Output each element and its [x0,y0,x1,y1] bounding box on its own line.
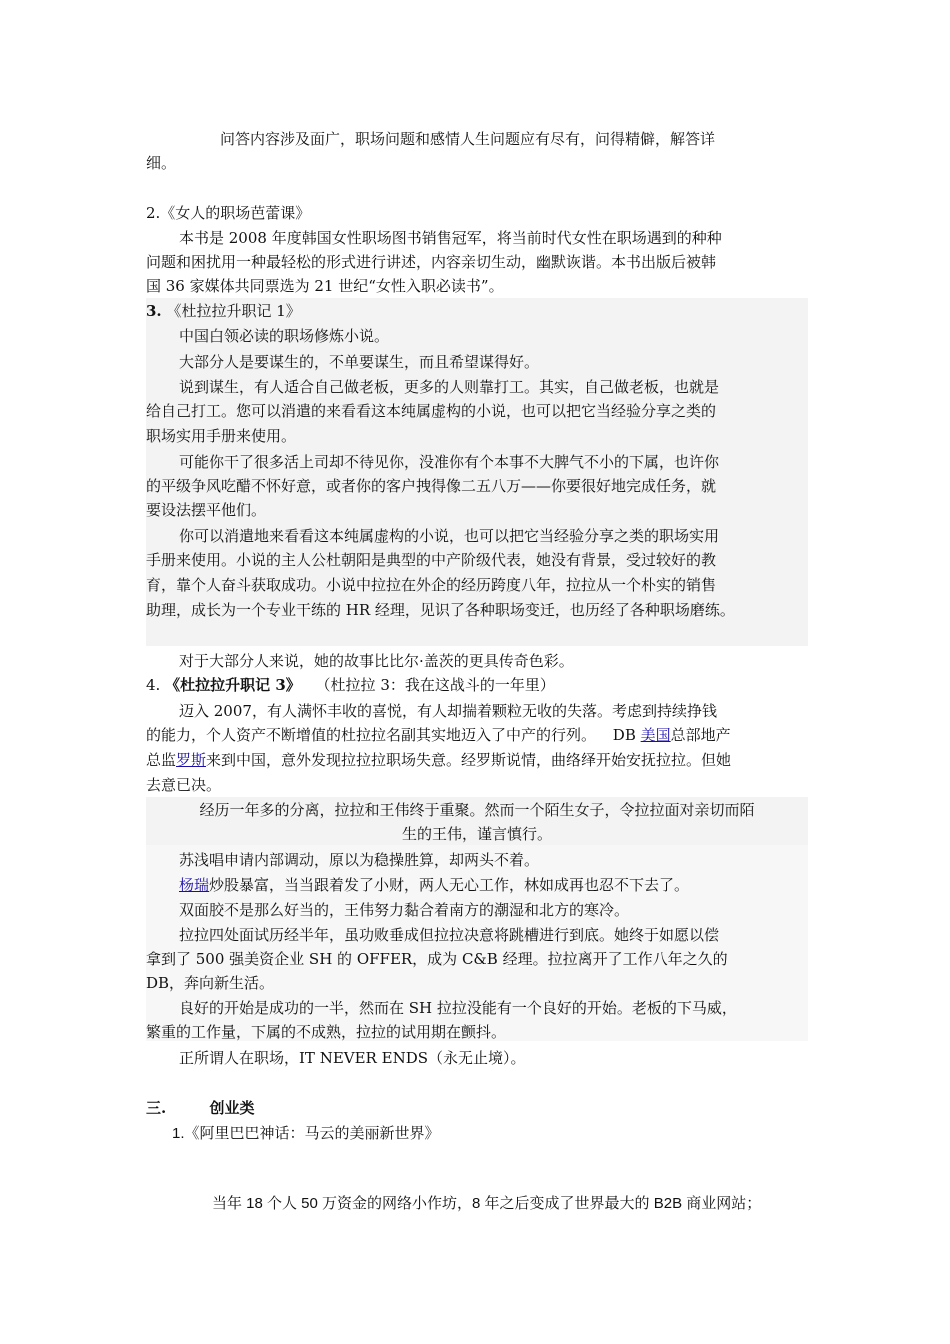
book3-line: 育，靠个人奋斗获取成功。小说中拉拉在外企的经历跨度八年，拉拉从一个朴实的销售 [146,576,717,594]
book3-line: 大部分人是要谋生的，不单要谋生，而且希望谋得好。 [179,353,540,371]
book4-number: 4. [146,676,161,694]
book4-line [146,748,808,772]
book2-heading: 2.《女人的职场芭蕾课》 [146,204,311,222]
link-ross[interactable]: 罗斯 [176,751,207,769]
book4-line-text: 的能力，个人资产不断增值的杜拉拉名副其实地迈入了中产的行列。 [146,726,597,744]
section3-heading [146,1096,808,1120]
book4-line-text: 炒股暴富，当当跟着发了小财，两人无心工作，林如成再也忍不下去了。 [209,876,690,894]
book4-heading [146,673,808,697]
book4-line: 良好的开始是成功的一半，然而在 SH 拉拉没能有一个良好的开始。老板的下马威， [179,999,737,1017]
book3-heading [146,299,808,323]
book4-line [146,873,808,897]
book4-line: 拿到了 500 强美资企业 SH 的 OFFER，成为 C&B 经理。拉拉离开了工作八年之久的 [146,950,728,968]
book4-line: 去意已决。 [146,776,222,794]
book3-line: 助理，成长为一个专业干练的 HR 经理，见识了各种职场变迁，也历经了各种职场磨练。 [146,601,735,619]
section3-body-line: 当年 18 个人 50 万资金的网络小作坊，8 年之后变成了世界最大的 B2B 商业网站； [212,1195,762,1212]
book2-para-line-3: 国 36 家媒体共同票选为 21 世纪“女性入职必读书”。 [146,277,504,295]
book3-line: 给自己打工。您可以消遣的来看看这本纯属虚构的小说，也可以把它当经验分享之类的 [146,402,717,420]
book4-line: 苏浅唱申请内部调动，原以为稳操胜算，却两头不着。 [179,851,540,869]
book3-line: 对于大部分人来说，她的故事比比尔·盖茨的更具传奇色彩。 [179,652,574,670]
book3-line: 职场实用手册来使用。 [146,427,297,445]
book4-line: 迈入 2007，有人满怀丰收的喜悦，有人却揣着颗粒无收的失落。考虑到持续挣钱 [179,702,717,720]
book3-line: 手册来使用。小说的主人公杜朝阳是典型的中产阶级代表，她没有背景，受过较好的教 [146,551,717,569]
book3-line: 可能你干了很多活上司却不待见你，没准你有个本事不大脾气不小的下属，也许你 [179,453,720,471]
book4-line-text: 来到中国，意外发现拉拉拉职场失意。经罗斯说情，曲络绎开始安抚拉拉。但她 [206,751,732,769]
section3-item-1: 1.《阿里巴巴神话：马云的美丽新世界》 [172,1125,440,1142]
section3-number: 三. [146,1099,167,1117]
book4-line-text: 总部地产 [670,726,731,744]
book4-center-line: 经历一年多的分离，拉拉和王伟终于重聚。然而一个陌生女子，令拉拉面对亲切而陌 [199,801,755,819]
book4-line: 繁重的工作量，下属的不成熟，拉拉的试用期在颤抖。 [146,1023,507,1041]
book4-line: DB，奔向新生活。 [146,974,275,992]
book3-line: 要设法摆平他们。 [146,501,267,519]
book4-title: 《杜拉拉升职记 3》 [165,676,301,694]
section3-title: 创业类 [209,1099,255,1117]
link-yangrui[interactable]: 杨瑞 [179,876,210,894]
link-usa[interactable]: 美国 [640,726,671,744]
book3-title: 《杜拉拉升职记 1》 [166,302,301,320]
book4-line: 拉拉四处面试历经半年，虽功败垂成但拉拉决意将跳槽进行到底。她终于如愿以偿 [179,926,720,944]
book2-para-line-2: 问题和困扰用一种最轻松的形式进行讲述，内容亲切生动，幽默诙谐。本书出版后被韩 [146,253,717,271]
book4-line [146,723,808,747]
book4-center-line: 生的王伟，谨言慎行。 [401,825,552,843]
book3-line: 你可以消遣地来看看这本纯属虚构的小说，也可以把它当经验分享之类的职场实用 [179,527,720,545]
book3-line: 中国白领必读的职场修炼小说。 [179,327,390,345]
intro-line-2: 细。 [146,154,177,172]
book4-line-text: 总监 [146,751,177,769]
book3-line: 说到谋生，有人适合自己做老板，更多的人则靠打工。其实，自己做老板，也就是 [179,378,720,396]
book2-para-line-1: 本书是 2008 年度韩国女性职场图书销售冠军，将当前时代女性在职场遇到的种种 [179,229,722,247]
book4-line: 双面胶不是那么好当的，王伟努力黏合着南方的潮湿和北方的寒冷。 [179,901,630,919]
book4-line-text: DB [612,726,641,744]
book3-number: 3. [146,302,162,320]
intro-line-1: 问答内容涉及面广，职场问题和感情人生问题应有尽有，问得精僻，解答详 [220,130,716,148]
book3-line: 的平级争风吃醋不怀好意，或者你的客户拽得像二五八万——你要很好地完成任务，就 [146,477,717,495]
book4-subtitle: （杜拉拉 3：我在这战斗的一年里） [315,676,555,694]
book4-line: 正所谓人在职场，IT NEVER ENDS（永无止境）。 [179,1049,526,1067]
